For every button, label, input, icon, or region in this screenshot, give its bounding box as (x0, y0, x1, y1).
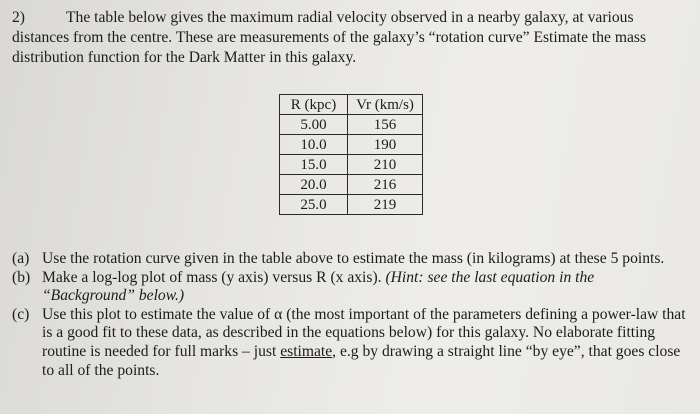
question-number: 2) (12, 9, 25, 26)
part-b (12, 269, 688, 306)
column-header-radius: R (kpc) (280, 95, 348, 115)
part-b-text: Make a log-log plot of mass (y axis) versus R (x axis). (42, 268, 382, 286)
part-c-underlined-word: estimate (280, 342, 333, 360)
cell-velocity: 156 (348, 115, 423, 135)
part-a (12, 250, 688, 269)
cell-velocity: 190 (348, 135, 423, 155)
part-b-marker: (b) (12, 268, 31, 286)
part-b-hint: (Hint: see the last equation in the “Background” below.) (42, 268, 595, 305)
table-row (280, 135, 423, 155)
table-row (280, 115, 423, 135)
cell-velocity: 216 (348, 175, 423, 195)
part-c-text: Use this plot to estimate the value of α (the most important of the parameters defining a power-law that is a good fit to these data, as described in the equations below) for this galaxy. No elaborate fitting routine is needed for full marks – just (42, 305, 686, 360)
column-header-velocity: Vr (km/s) (348, 95, 423, 115)
part-a-marker: (a) (12, 250, 30, 267)
table-row (280, 155, 423, 175)
cell-radius: 5.00 (280, 115, 348, 135)
question-parts (12, 250, 688, 380)
cell-radius: 15.0 (280, 155, 348, 175)
part-a-text: Use the rotation curve given in the table above to estimate the mass (in kilograms) at these 5 points. (42, 250, 665, 267)
rotation-curve-table (279, 94, 423, 215)
part-c-marker: (c) (12, 305, 30, 323)
part-c-text-end: , e.g by drawing a straight line “by eye”, that goes close to all of the points. (42, 342, 681, 379)
question-intro-text: The table below gives the maximum radial velocity observed in a nearby galaxy, at various distances from the centre. These are measurements of the galaxy’s “rotation curve” Estimate the mass distribution function for the Dark Matter in this galaxy. (12, 9, 647, 66)
table-row (280, 175, 423, 195)
table-header-row (280, 95, 423, 115)
cell-radius: 10.0 (280, 135, 348, 155)
table-row (280, 195, 423, 215)
cell-velocity: 210 (348, 155, 423, 175)
cell-velocity: 219 (348, 195, 423, 215)
cell-radius: 20.0 (280, 175, 348, 195)
cell-radius: 25.0 (280, 195, 348, 215)
question-intro (12, 8, 688, 68)
part-c (12, 306, 688, 380)
